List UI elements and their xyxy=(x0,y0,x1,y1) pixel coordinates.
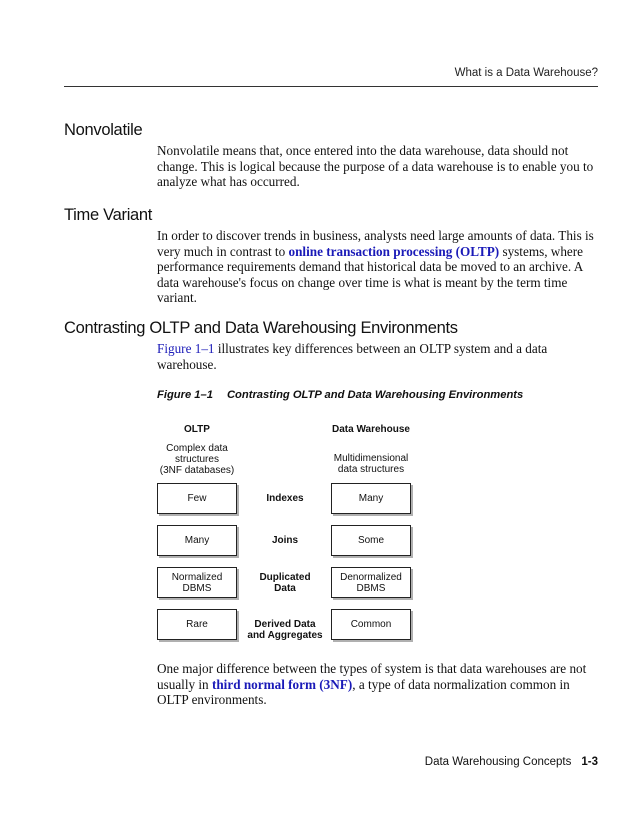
heading-nonvolatile: Nonvolatile xyxy=(64,121,143,139)
figure-caption xyxy=(157,389,523,401)
oltp-description: Complex data structures (3NF databases) xyxy=(159,443,235,476)
running-header: What is a Data Warehouse? xyxy=(454,67,598,79)
paragraph-time-variant xyxy=(157,228,599,306)
oltp-column-header: OLTP xyxy=(184,424,210,435)
page-number: 1-3 xyxy=(581,756,598,768)
page-footer xyxy=(425,756,598,768)
warehouse-value-box: Common xyxy=(331,609,411,640)
paragraph-contrasting xyxy=(157,341,599,372)
3nf-glossary-link[interactable]: third normal form (3NF) xyxy=(211,676,353,692)
header-rule xyxy=(64,86,598,87)
warehouse-column-header: Data Warehouse xyxy=(332,424,410,435)
paragraph-nonvolatile: Nonvolatile means that, once entered into the data warehouse, data should not change. This is logical because the purpose of a data warehouse is to enable you to analyze what has occurred. xyxy=(157,143,594,190)
row-label: Joins xyxy=(271,535,299,546)
oltp-glossary-link[interactable]: online transaction processing (OLTP) xyxy=(288,243,500,259)
text-run: One major difference between the types of system is that data warehouses are not usually in xyxy=(157,661,587,692)
figure-title: Contrasting OLTP and Data Warehousing Environments xyxy=(226,389,524,401)
text-run: , a type of data normalization common in OLTP environments. xyxy=(157,676,570,708)
paragraph-closing xyxy=(157,661,599,708)
warehouse-value-box: Many xyxy=(331,483,411,514)
heading-contrasting: Contrasting OLTP and Data Warehousing Environments xyxy=(64,319,458,337)
text-run: In order to discover trends in business, analysts need large amounts of data. This is very much in contrast to xyxy=(157,228,594,259)
row-label: Derived Data and Aggregates xyxy=(247,619,323,641)
figure-xref-link[interactable]: Figure 1–1 xyxy=(157,341,215,356)
warehouse-value-box: Some xyxy=(331,525,411,556)
warehouse-description: Multidimensional data structures xyxy=(333,453,409,475)
oltp-value-box: Normalized DBMS xyxy=(157,567,237,598)
figure-number: Figure 1–1 xyxy=(157,389,213,401)
text-run: systems, where performance requirements demand that historical data be moved to an archive. A data warehouse's focus on change over time is what is meant by the term time variant. xyxy=(157,243,584,306)
oltp-value-box: Few xyxy=(157,483,237,514)
heading-time-variant: Time Variant xyxy=(64,206,153,224)
oltp-value-box: Many xyxy=(157,525,237,556)
row-label: Duplicated Data xyxy=(259,572,311,594)
text-run: illustrates key differences between an OLTP system and a data warehouse. xyxy=(157,341,548,372)
oltp-value-box: Rare xyxy=(157,609,237,640)
warehouse-value-box: Denormalized DBMS xyxy=(331,567,411,598)
footer-title: Data Warehousing Concepts xyxy=(424,756,572,768)
row-label: Indexes xyxy=(266,493,304,504)
